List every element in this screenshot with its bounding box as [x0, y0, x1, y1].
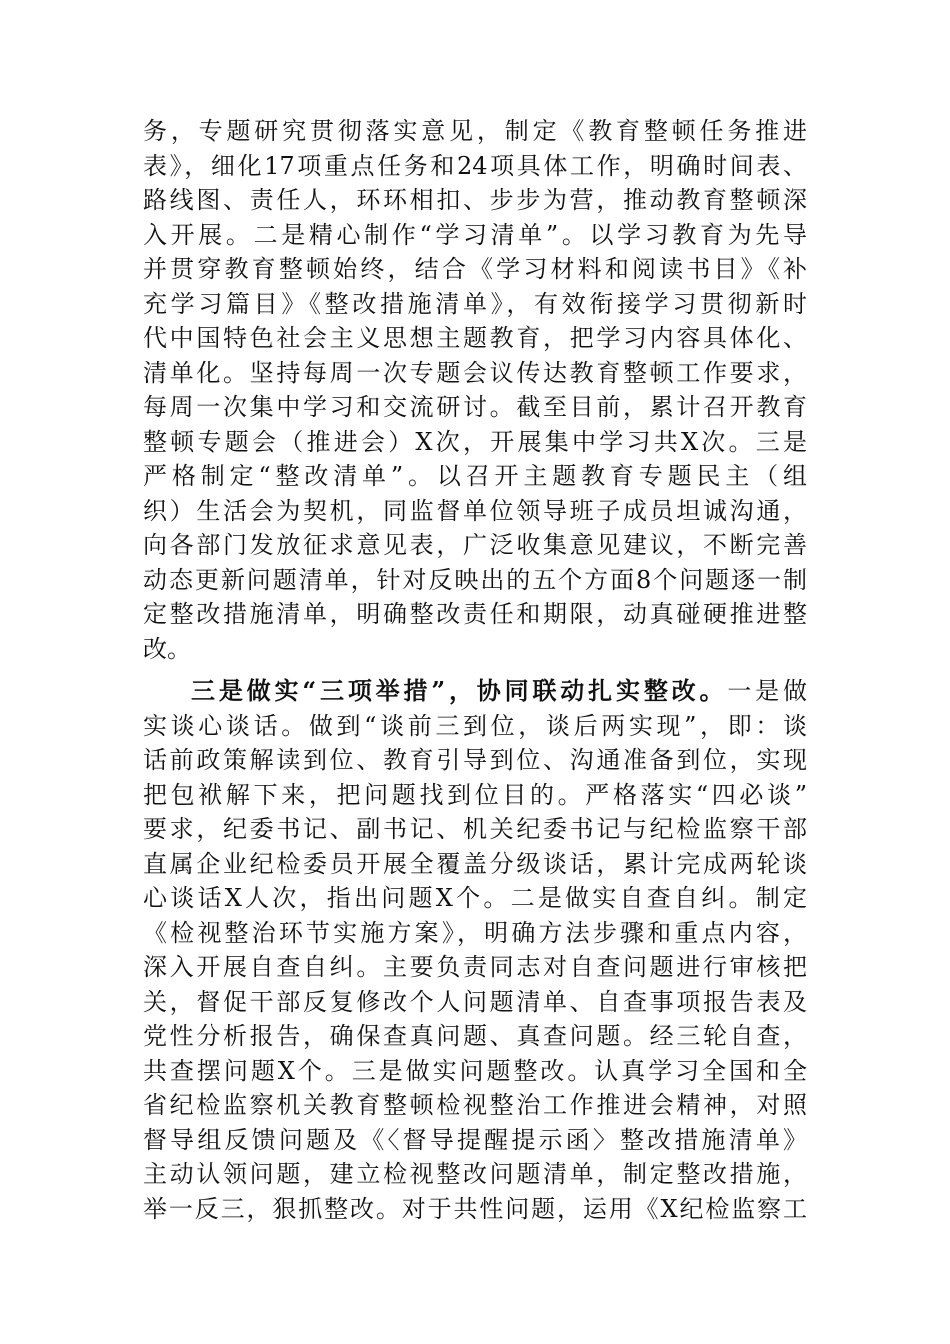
text-line: 清单化。坚持每周一次专题会议传达教育整顿工作要求，	[143, 358, 807, 387]
text-line: 定整改措施清单，明确整改责任和期限，动真碰硬推进整	[143, 600, 807, 628]
section-heading: 三是做实“三项举措”，协同联动扎实整改。	[191, 676, 728, 705]
text-line: 把包袱解下来，把问题找到位目的。严格落实“四必谈”	[143, 780, 807, 809]
text-line: 改。	[143, 634, 191, 663]
text-line: 充学习篇目》《整改措施清单》，有效衔接学习贯彻新时	[143, 289, 807, 318]
text-run: 一是做	[727, 677, 807, 705]
text-line: 关，督促干部反复修改个人问题清单、自查事项报告表及	[143, 987, 807, 1016]
text-line: 并贯穿教育整顿始终，结合《学习材料和阅读书目》《补	[143, 255, 807, 283]
text-line: 务，专题研究贯彻落实意见，制定《教育整顿任务推进	[143, 117, 807, 145]
text-line: 要求，纪委书记、副书记、机关纪委书记与纪检监察干部	[143, 815, 807, 843]
text-line: 严格制定“整改清单”。以召开主题教育专题民主（组	[143, 462, 807, 490]
text-line: 主动认领问题，建立检视整改问题清单，制定整改措施，	[143, 1160, 807, 1188]
paragraph-2	[143, 674, 807, 1226]
text-line: 话前政策解读到位、教育引导到位、沟通准备到位，实现	[143, 746, 807, 774]
text-line: 入开展。二是精心制作“学习清单”。以学习教育为先导	[143, 220, 807, 249]
paragraph-1	[143, 114, 807, 666]
text-line: 代中国特色社会主义思想主题教育，把学习内容具体化、	[143, 324, 807, 352]
text-line: 深入开展自查自纠。主要负责同志对自查问题进行审核把	[143, 953, 807, 981]
text-line: 省纪检监察机关教育整顿检视整治工作推进会精神，对照	[143, 1091, 807, 1119]
text-line: 动态更新问题清单，针对反映出的五个方面8个问题逐一制	[143, 565, 807, 594]
text-line: 党性分析报告，确保查真问题、真查问题。经三轮自查，	[143, 1022, 807, 1050]
text-line: 心谈话X人次，指出问题X个。二是做实自查自纠。制定	[143, 884, 807, 912]
text-line: 向各部门发放征求意见表，广泛收集意见建议，不断完善	[143, 531, 807, 559]
text-line: 织）生活会为契机，同监督单位领导班子成员坦诚沟通，	[143, 496, 807, 525]
text-line: 表》，细化17项重点任务和24项具体工作，明确时间表、	[143, 151, 807, 180]
text-line-first	[143, 674, 807, 709]
text-line: 《检视整治环节实施方案》，明确方法步骤和重点内容，	[143, 918, 807, 947]
text-line: 直属企业纪检委员开展全覆盖分级谈话，累计完成两轮谈	[143, 849, 807, 878]
text-line: 举一反三，狠抓整改。对于共性问题，运用《X纪检监察工	[143, 1194, 807, 1223]
text-line: 督导组反馈问题及《〈督导提醒提示函〉整改措施清单》	[143, 1125, 807, 1154]
text-line: 每周一次集中学习和交流研讨。截至目前，累计召开教育	[143, 393, 807, 421]
text-line: 共查摆问题X个。三是做实问题整改。认真学习全国和全	[143, 1056, 807, 1085]
text-line: 整顿专题会（推进会）X次，开展集中学习共X次。三是	[143, 427, 807, 456]
text-line: 路线图、责任人，环环相扣、步步为营，推动教育整顿深	[143, 186, 807, 214]
text-line: 实谈心谈话。做到“谈前三到位，谈后两实现”，即：谈	[143, 711, 807, 740]
